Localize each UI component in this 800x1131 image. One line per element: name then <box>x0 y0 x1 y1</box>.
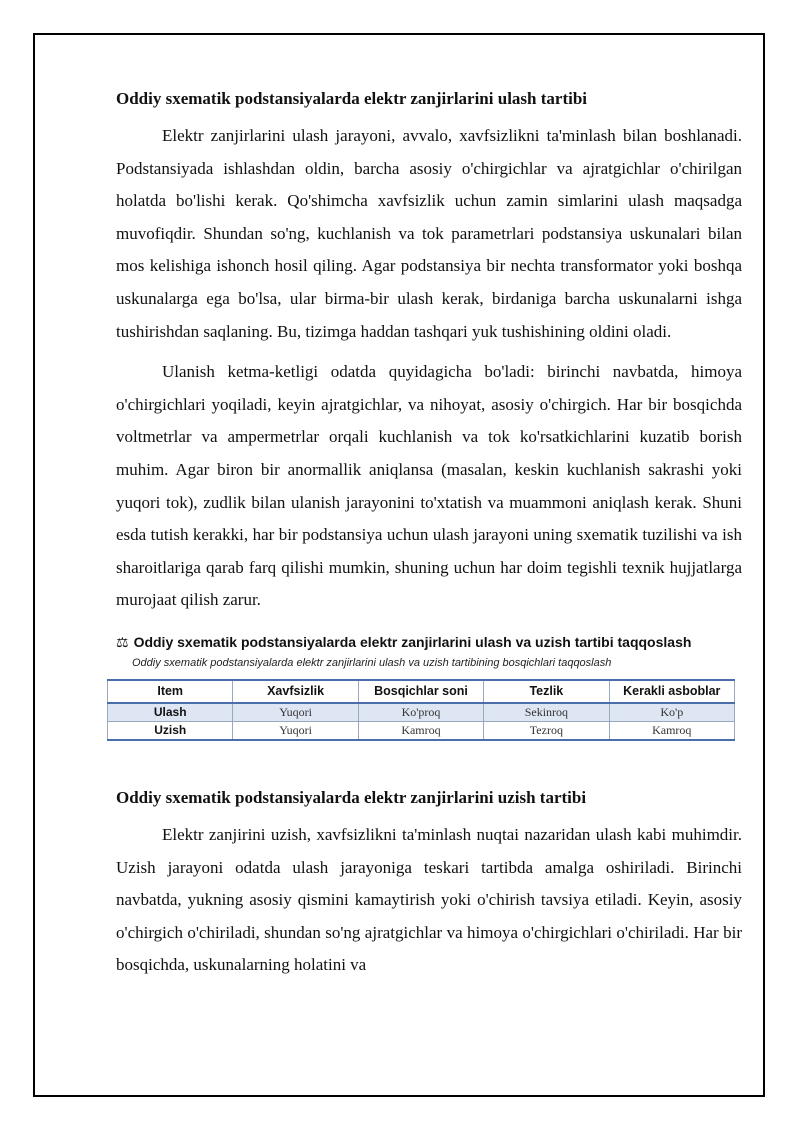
column-header: Kerakli asboblar <box>609 680 734 703</box>
table-cell: Kamroq <box>609 721 734 740</box>
table-cell: Sekinroq <box>484 703 609 722</box>
section-heading-disconnect: Oddiy sxematik podstansiyalarda elektr zanjirlarini uzish tartibi <box>116 787 587 807</box>
paragraph: Ulanish ketma-ketligi odatda quyidagicha bo'ladi: birinchi navbatda, himoya o'chirgichlari yoqiladi, keyin ajratgichlar, va nihoyat, asosiy o'chirgich. Har bir bosqichda voltmetrlar va ampermetrlar orqali kuchlanish va tok ko'rsatkichlarini kuzatib borish muhim. Agar biron bir anormallik aniqlansa (masalan, keskin kuchlanish sakrashi yoki yuqori tok), zudlik bilan ulanish jarayonini to'xtatish va muammoni aniqlash kerak. Shuni esda tutish kerakki, har bir podstansiya uchun ulash jarayoni uning sxematik tuzilishi va ish sharoitlariga qarab farq qilishi mumkin, shuning uchun har doim tegishli texnik hujjatlarga murojaat qilish zarur. <box>116 362 742 610</box>
table-caption <box>116 631 742 653</box>
column-header: Xavfsizlik <box>233 680 358 703</box>
column-header: Item <box>108 680 233 703</box>
spacer <box>116 741 742 781</box>
table-row <box>108 721 735 740</box>
table-subcaption: Oddiy sxematik podstansiyalarda elektr zanjirlarini ulash va uzish tartibining bosqichlari taqqoslash <box>132 656 612 669</box>
table-caption-text: Oddiy sxematik podstansiyalarda elektr zanjirlarini ulash va uzish tartibi taqqoslash <box>133 633 692 650</box>
paragraph: Elektr zanjirlarini ulash jarayoni, avvalo, xavfsizlikni ta'minlash bilan boshlanadi. Podstansiyada ishlashdan oldin, barcha asosiy o'chirgichlar va ajratgichlar o'chirilgan holatda bo'lishi kerak. Qo'shimcha xavfsizlik uchun zamin simlarini ulash maqsadga muvofiqdir. Shundan so'ng, kuchlanish va tok parametrlari podstansiya uskunalari bilan mos kelishiga ishonch hosil qiling. Agar podstansiya bir nechta transformator yoki boshqa uskunalarga ega bo'lsa, ular birma-bir ulash kerak, birdaniga barcha uskunalarni ishga tushirishdan saqlaning. Bu, tizimga haddan tashqari yuk tushishining oldini oladi. <box>116 126 742 341</box>
row-header: Ulash <box>108 703 233 722</box>
table-row <box>108 703 735 722</box>
table-cell: Tezroq <box>484 721 609 740</box>
column-header: Tezlik <box>484 680 609 703</box>
row-header: Uzish <box>108 721 233 740</box>
document-body <box>116 82 742 982</box>
column-header: Bosqichlar soni <box>358 680 483 703</box>
table-cell: Ko'p <box>609 703 734 722</box>
table-cell: Ko'proq <box>358 703 483 722</box>
table-cell: Kamroq <box>358 721 483 740</box>
balance-scale-icon: ⚖ <box>116 633 129 650</box>
table-cell: Yuqori <box>233 721 358 740</box>
comparison-table <box>107 679 735 741</box>
table-cell: Yuqori <box>233 703 358 722</box>
paragraph: Elektr zanjirini uzish, xavfsizlikni ta'minlash nuqtai nazaridan ulash kabi muhimdir. Uzish jarayoni odatda ulash jarayoniga teskari tartibda amalga oshiriladi. Birinchi navbatda, yukning asosiy qismini kamaytirish yoki o'chirish tavsiya etiladi. Keyin, asosiy o'chirgich o'chiriladi, shundan so'ng ajratgichlar va himoya o'chirgichlari o'chiriladi. Har bir bosqichda, uskunalarning holatini va <box>116 824 742 975</box>
section-heading-connect: Oddiy sxematik podstansiyalarda elektr zanjirlarini ulash tartibi <box>116 89 588 108</box>
table-header-row <box>108 680 735 703</box>
